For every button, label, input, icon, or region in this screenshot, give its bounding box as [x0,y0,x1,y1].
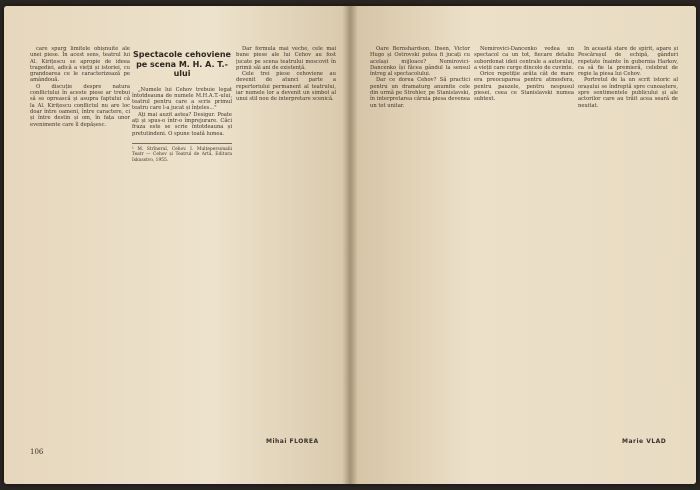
right-column-1 [370,46,470,438]
left-page [4,6,350,484]
left-column-3 [236,46,336,438]
paragraph: Cele trei piese cehoviene au devenit de atunci parte a repertoriului permanent al teatrului, iar numele lor a devenit un simbol al unui stil nou de interpretare scenică. [236,71,336,103]
paragraph: „Numele lui Cehov trebuie legat întotdeauna de numele M.H.A.T.-ului, teatrul pentru care a scris primul teatru care l-a jucat și înțeles..." [132,86,232,112]
footnote: ¹ M. Strînerul, Cehov. I. Mulțepersonalii Teatr — Cehov și Teatrul de Artă, Editura Iskusstvo, 1955. [132,143,232,163]
paragraph: Portretul de la un scrit istoric al orașului se îndreptă spre cunoaștere, spre sentimentele publicului și ale actorilor care au trăit acea seară de neuitat. [578,77,678,109]
paragraph: Nemirovici-Dancenko vedea un spectacol ca un tot, fiecare detaliu subordonat ideii centrale a autorului, a vieții care curge dincolo de cuvinte. [474,46,574,71]
paragraph: Dar formula mai veche, cele mai bune piese ale lui Cehov au fost jucate pe scena teatrului moscovit în primii săi ani de existență. [236,46,336,71]
paragraph: Oare Bernshardson, Ibsen, Victor Hugo și Ostrovski putea fi jucați cu același mijloace? Nemirovici-Dancenko își făcea gândul la sensul întreg al spectacolului. [370,46,470,78]
author-signature: Marie VLAD [622,438,667,445]
paragraph: Orice repetiție arăta cât de mare era preocuparea pentru atmosfera, pentru pauzele, pentru nespusul piesei, ceea ce Stanislavski numea subtext. [474,71,574,103]
left-column-1 [30,46,130,438]
article-heading: Spectacole cehoviene pe scena M. H. A. T.-ului [133,50,231,78]
paragraph: care spurg limitele obișnuite ale unei piese. În acest sens, teatrul lui Al. Kirițescu se apropie de ideea tragediei, adică a vieții și istoriei, cu grandoarea ce le caracterizează pe amândouă. [30,46,130,84]
left-column-2 [132,46,232,438]
paragraph: O discuție despre natura conflictului în aceste piese ar trebui să se oprească și asupra faptului că la Al. Kirițescu conflictul nu are loc doar între oameni, între caractere, ci și între destin și om, în fața unor evenimente care îl depășesc. [30,83,130,128]
right-page [350,6,696,484]
page-number: 106 [30,448,44,456]
paragraph: Ați mai auzit astea? Desigur. Poate ați și spus-o într-o împrejurare. Căci fraza este se scrie întotdeauna și pretutindeni. O spune toată lumea. [132,111,232,137]
book-spread [4,6,696,484]
book-gutter [342,6,358,484]
paragraph: Dar ce dorea Cehov? Să practici pentru un dramaturg anumite cele din urmă pe Strehler, pe Stanislavski, în interpretarea căruia piesa devenea un tot unitar. [370,77,470,109]
author-signature: Mihai FLOREA [266,438,319,445]
right-column-2 [474,46,574,438]
right-column-3 [578,46,678,438]
paragraph: În această stare de spirit, apare și Pescărușul de echipă, gânduri repetate înainte în gubernia Harkov, ca să fie la premieră, celebrat de regie la piesa lui Cehov. [578,46,678,78]
